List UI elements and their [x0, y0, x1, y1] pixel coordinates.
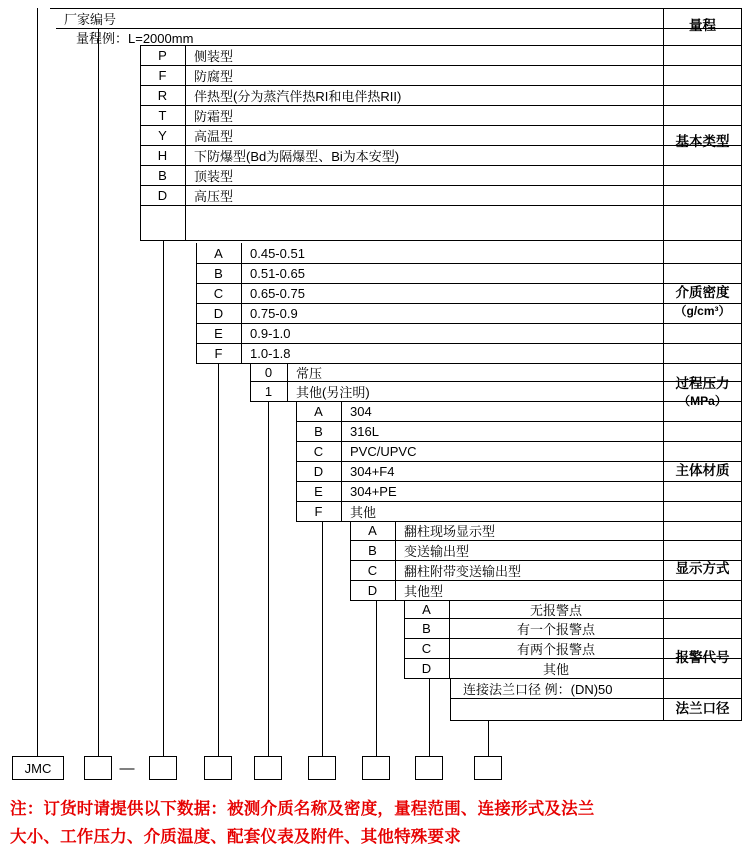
right-label-basic-type-line1: 基本类型	[675, 134, 730, 150]
desc-body-material-4: 304+PE	[350, 483, 397, 499]
code-alarm-0: A	[422, 601, 431, 617]
code-basic-type-1: F	[158, 67, 167, 83]
desc-body-material-2: PVC/UPVC	[350, 443, 417, 459]
leader-line	[218, 363, 219, 756]
model-box-slot-8[interactable]	[415, 756, 443, 780]
code-body-material-1: B	[314, 423, 323, 439]
leader-line	[163, 240, 164, 756]
desc-process-pressure-0: 常压	[296, 365, 323, 381]
code-basic-type-4: Y	[158, 127, 167, 143]
code-medium-density-3: D	[213, 305, 224, 321]
order-note	[10, 795, 740, 851]
desc-medium-density-3: 0.75-0.9	[250, 305, 298, 321]
right-label-flange-diameter	[664, 698, 741, 720]
desc-medium-density-2: 0.65-0.75	[250, 285, 305, 301]
right-label-range-line1: 量程	[689, 18, 716, 34]
desc-medium-density-1: 0.51-0.65	[250, 265, 305, 281]
model-box-slot-5[interactable]	[254, 756, 282, 780]
rule	[140, 240, 742, 241]
model-box-slot-2[interactable]	[84, 756, 112, 780]
code-basic-type-5: H	[157, 147, 168, 163]
desc-body-material-3: 304+F4	[350, 463, 395, 479]
rule	[450, 720, 742, 721]
code-process-pressure-1: 1	[264, 383, 273, 399]
code-body-material-0: A	[314, 403, 323, 419]
leader-line	[488, 720, 489, 756]
right-label-process-pressure-line2: （MPa）	[678, 394, 727, 409]
right-label-alarm-code	[664, 618, 741, 698]
leader-line	[322, 521, 323, 756]
desc-alarm-1: 有一个报警点	[516, 621, 595, 637]
desc-process-pressure-1: 其他(另注明)	[296, 384, 370, 400]
code-medium-density-4: E	[214, 325, 223, 341]
code-alarm-3: D	[421, 660, 432, 676]
code-basic-type-2: R	[157, 87, 168, 103]
code-display-mode-2: C	[367, 562, 378, 578]
right-label-process-pressure-line1: 过程压力	[675, 375, 730, 391]
right-label-alarm-code-line1: 报警代号	[675, 649, 730, 665]
right-label-body-material-line1: 主体材质	[675, 462, 730, 478]
right-label-flange-diameter-line1: 法兰口径	[675, 700, 730, 716]
code-medium-density-2: C	[213, 285, 224, 301]
order-note-line1: 注：订货时请提供以下数据：被测介质名称及密度，量程范围、连接形式及法兰	[10, 800, 595, 818]
desc-basic-type-7: 高压型	[194, 188, 234, 204]
desc-basic-type-3: 防霜型	[194, 108, 234, 124]
right-label-display-mode-line1: 显示方式	[675, 561, 730, 577]
right-label-medium-density-line1: 介质密度	[675, 285, 730, 301]
desc-basic-type-1: 防腐型	[194, 68, 234, 84]
code-process-pressure-0: 0	[264, 364, 273, 380]
desc-display-mode-3: 其他型	[404, 583, 444, 599]
leader-line	[37, 8, 38, 756]
desc-basic-type-0: 侧装型	[194, 48, 234, 64]
order-note-line2: 大小、工作压力、介质温度、配套仪表及附件、其他特殊要求	[10, 828, 461, 847]
row-label-range-example: 量程例：L=2000mm	[76, 30, 194, 46]
leader-line	[376, 600, 377, 756]
code-body-material-2: C	[313, 443, 324, 459]
code-body-material-5: F	[314, 503, 323, 519]
right-label-basic-type	[664, 45, 741, 240]
rule	[140, 205, 742, 206]
desc-basic-type-6: 顶装型	[194, 168, 234, 184]
desc-body-material-5: 其他	[350, 504, 377, 520]
right-label-range	[664, 8, 741, 45]
model-dash-separator: —	[119, 759, 135, 777]
code-body-material-4: E	[314, 483, 323, 499]
right-label-body-material	[664, 421, 741, 521]
right-label-medium-density-line2: （g/cm³）	[674, 303, 731, 318]
leader-line	[268, 401, 269, 756]
code-display-mode-0: A	[368, 523, 377, 538]
desc-basic-type-2: 伴热型(分为蒸汽伴热RI和电伴热RII)	[194, 88, 402, 104]
code-basic-type-7: D	[157, 187, 168, 203]
code-medium-density-0: A	[214, 245, 223, 261]
right-label-medium-density	[664, 240, 741, 363]
code-medium-density-5: F	[214, 345, 223, 361]
rule	[450, 678, 451, 720]
right-label-process-pressure	[664, 363, 741, 421]
code-display-mode-3: D	[367, 582, 378, 598]
code-alarm-2: C	[421, 640, 432, 656]
desc-basic-type-4: 高温型	[194, 128, 234, 144]
leader-line	[98, 28, 99, 756]
code-basic-type-6: B	[158, 167, 167, 183]
model-box-slot-7[interactable]	[362, 756, 390, 780]
desc-display-mode-1: 变送输出型	[404, 543, 470, 559]
desc-basic-type-5: 下防爆型(Bd为隔爆型、Bi为本安型)	[194, 148, 400, 164]
desc-body-material-0: 304	[350, 403, 372, 419]
model-box-brand[interactable]: JMC	[12, 756, 64, 780]
model-box-slot-9[interactable]	[474, 756, 502, 780]
desc-alarm-3: 其他	[542, 661, 569, 677]
desc-display-mode-0: 翻柱现场显示型	[404, 524, 496, 539]
code-alarm-1: B	[422, 620, 431, 636]
model-box-slot-6[interactable]	[308, 756, 336, 780]
row-label-manufacturer-number: 厂家编号	[64, 12, 117, 27]
model-box-slot-3[interactable]	[149, 756, 177, 780]
rule	[741, 8, 742, 720]
code-medium-density-1: B	[214, 265, 223, 281]
desc-medium-density-0: 0.45-0.51	[250, 245, 305, 261]
desc-medium-density-5: 1.0-1.8	[250, 345, 291, 361]
desc-flange-diameter: 连接法兰口径 例：(DN)50	[463, 681, 613, 697]
code-body-material-3: D	[313, 463, 324, 479]
leader-line	[429, 678, 430, 756]
desc-display-mode-2: 翻柱附带变送输出型	[404, 563, 522, 579]
desc-alarm-0: 无报警点	[529, 602, 582, 618]
right-label-display-mode	[664, 521, 741, 618]
desc-alarm-2: 有两个报警点	[516, 641, 595, 657]
desc-medium-density-4: 0.9-1.0	[250, 325, 291, 341]
code-basic-type-3: T	[158, 107, 167, 123]
model-box-slot-4[interactable]	[204, 756, 232, 780]
desc-body-material-1: 316L	[350, 423, 379, 439]
code-display-mode-1: B	[368, 542, 377, 558]
code-basic-type-0: P	[158, 47, 167, 63]
